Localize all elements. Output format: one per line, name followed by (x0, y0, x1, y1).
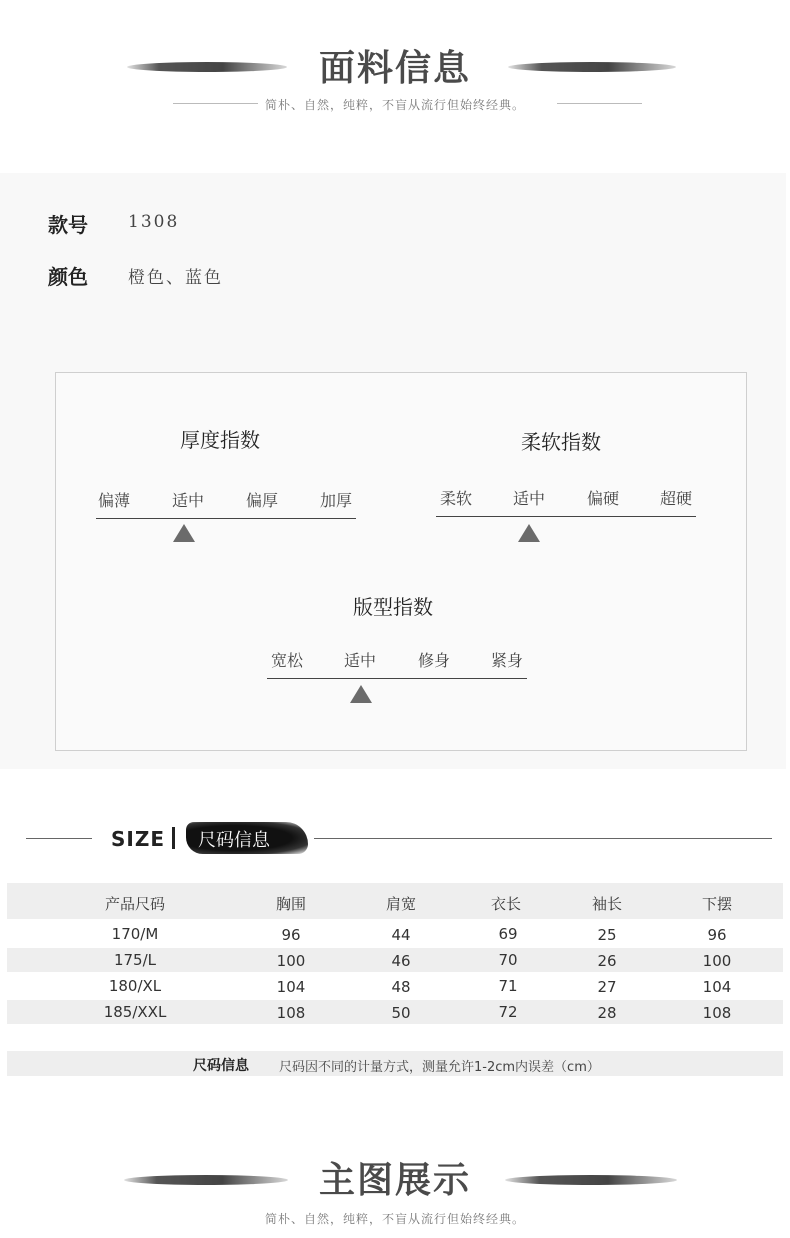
thickness-indicator-icon (173, 524, 195, 542)
fabric-section-subtitle: 简朴、自然，纯粹，不盲从流行但始终经典。 (264, 98, 525, 112)
table-cell: 44 (391, 926, 411, 944)
size-heading-separator (172, 827, 175, 849)
table-cell: 28 (597, 1004, 617, 1022)
softness-scale (436, 486, 696, 517)
table-row (7, 974, 783, 998)
size-info-badge (186, 822, 308, 854)
size-note-bar (7, 1051, 783, 1076)
fit-option: 宽松 (270, 651, 303, 670)
table-cell: 170/M (111, 925, 159, 943)
softness-indicator-icon (518, 524, 540, 542)
table-cell: 100 (276, 952, 306, 970)
color-value: 橙色、蓝色 (128, 268, 223, 288)
table-cell: 100 (702, 952, 732, 970)
table-cell: 48 (391, 978, 411, 996)
table-cell: 185/XXL (103, 1003, 167, 1021)
softness-option: 适中 (512, 489, 545, 508)
style-no-label: 款号 (48, 213, 88, 237)
table-cell: 180/XL (108, 977, 162, 995)
table-cell: 27 (597, 978, 617, 996)
table-row (7, 922, 783, 946)
table-header-cell: 衣长 (490, 895, 521, 913)
table-cell: 72 (498, 1003, 518, 1021)
divider-right (557, 103, 642, 104)
fit-scale (267, 648, 527, 679)
fit-option: 适中 (343, 651, 376, 670)
thickness-option: 加厚 (319, 491, 352, 510)
color-label: 颜色 (48, 265, 88, 289)
table-header-cell: 肩宽 (385, 895, 416, 913)
table-cell: 96 (281, 926, 301, 944)
table-header-cell: 胸围 (275, 895, 306, 913)
table-cell: 46 (391, 952, 411, 970)
table-row (7, 1000, 783, 1024)
size-info-badge-label: 尺码信息 (198, 830, 270, 851)
table-cell: 71 (498, 977, 518, 995)
table-cell: 69 (498, 925, 518, 943)
style-no-value: 1308 (128, 212, 180, 232)
softness-index-title: 柔软指数 (521, 430, 601, 454)
size-note-text: 尺码因不同的计量方式，测量允许1-2cm内误差（cm） (279, 1060, 600, 1075)
table-cell: 108 (702, 1004, 732, 1022)
table-cell: 25 (597, 926, 617, 944)
size-heading: SIZE (111, 827, 166, 851)
table-header-cell: 下摆 (701, 895, 732, 913)
main-section-title: 主图展示 (318, 1159, 471, 1201)
softness-option: 偏硬 (586, 489, 619, 508)
fabric-section-title: 面料信息 (318, 47, 471, 89)
fit-option: 紧身 (490, 651, 523, 670)
table-cell: 108 (276, 1004, 306, 1022)
size-table (7, 883, 783, 1025)
fabric-index-box (55, 372, 747, 751)
fit-indicator-icon (350, 685, 372, 703)
table-header-row (7, 883, 783, 919)
table-header-cell: 袖长 (591, 895, 622, 913)
table-cell: 26 (597, 952, 617, 970)
table-cell: 50 (391, 1004, 411, 1022)
main-section-subtitle: 简朴、自然，纯粹，不盲从流行但始终经典。 (264, 1212, 525, 1226)
fit-option: 修身 (417, 651, 450, 670)
table-cell: 96 (707, 926, 727, 944)
table-cell: 104 (702, 978, 732, 996)
table-row (7, 948, 783, 972)
fit-index-title: 版型指数 (353, 595, 433, 619)
thickness-option: 适中 (171, 491, 204, 510)
brush-stroke-right (505, 1175, 677, 1185)
size-header-line-right (314, 838, 772, 839)
size-note-label: 尺码信息 (193, 1058, 249, 1074)
thickness-option: 偏厚 (245, 491, 278, 510)
table-header-cell: 产品尺码 (104, 895, 165, 913)
softness-option: 柔软 (439, 489, 472, 508)
table-cell: 104 (276, 978, 306, 996)
brush-stroke-right (508, 62, 676, 72)
thickness-scale (96, 488, 356, 519)
size-header-line-left (26, 838, 92, 839)
softness-option: 超硬 (659, 489, 692, 508)
thickness-index-title: 厚度指数 (180, 428, 260, 452)
table-cell: 70 (498, 951, 518, 969)
table-cell: 175/L (113, 951, 157, 969)
thickness-option: 偏薄 (97, 491, 130, 510)
